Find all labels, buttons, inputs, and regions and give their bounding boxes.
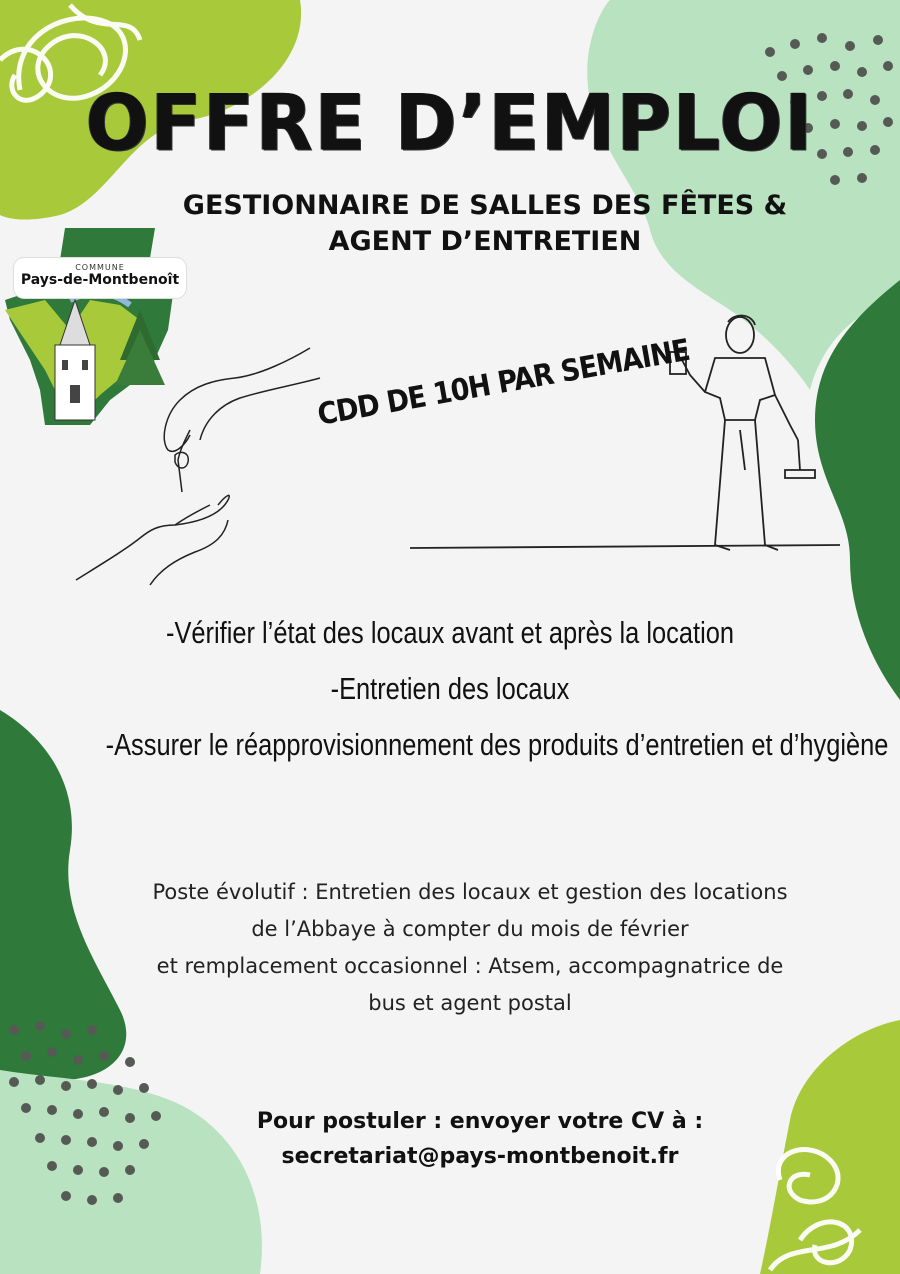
note-line: Poste évolutif : Entretien des locaux et gestion des locations <box>152 880 788 904</box>
note-line: bus et agent postal <box>368 991 572 1015</box>
position-note <box>100 874 840 1022</box>
task-item: -Vérifier l’état des locaux avant et après la location <box>165 615 735 650</box>
note-line: de l’Abbaye à compter du mois de février <box>251 917 689 941</box>
job-subtitle <box>100 188 870 260</box>
task-list <box>105 605 889 773</box>
logo-commune-name: Pays-de-Montbenoît <box>20 272 180 288</box>
note-line: et remplacement occasionnel : Atsem, accompagnatrice de <box>156 954 784 978</box>
contract-type: CDD DE 10H PAR SEMAINE <box>314 332 692 433</box>
page-title: OFFRE D’EMPLOI <box>85 77 815 169</box>
logo-commune-text: COMMUNE <box>75 263 125 272</box>
blob-bottom-right <box>760 1020 900 1274</box>
job-subtitle-line1: GESTIONNAIRE DE SALLES DES FÊTES & <box>182 190 788 221</box>
apply-instruction: Pour postuler : envoyer votre CV à : <box>256 1109 704 1134</box>
task-item: -Assurer le réapprovisionnement des produits d’entretien et d’hygiène <box>105 727 889 762</box>
commune-logo-label <box>14 258 186 298</box>
apply-email-link[interactable]: secretariat@pays-montbenoit.fr <box>281 1144 679 1169</box>
task-item: -Entretien des locaux <box>330 671 570 706</box>
apply-section <box>180 1104 780 1174</box>
job-subtitle-line2: AGENT D’ENTRETIEN <box>328 226 642 257</box>
